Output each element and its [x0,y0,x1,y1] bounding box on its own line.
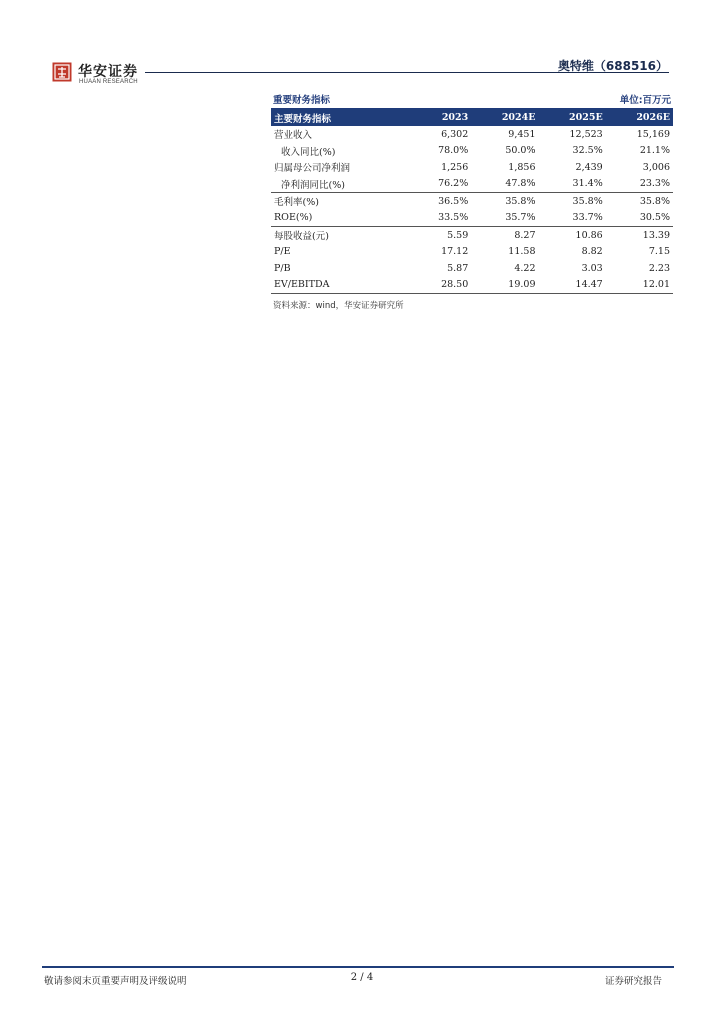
huaan-seal-logo-icon [52,62,72,82]
table-cell: 14.47 [539,277,606,294]
table-cell: 76.2% [410,176,471,193]
table-row [271,244,673,261]
table-cell: 21.1% [639,145,670,157]
financial-indicators-table [271,109,673,294]
table-cell: 23.3% [606,176,673,193]
row-label: 收入同比(%) [281,146,336,158]
row-label: P/E [274,246,291,258]
table-cell: 8.82 [581,246,603,258]
table-caption: 重要财务指标 [273,95,331,106]
table-cell: 50.0% [505,145,536,157]
table-row [271,193,673,210]
row-label: 归属母公司净利润 [274,163,351,175]
table-cell: 28.50 [410,277,471,294]
table-caption-row [271,90,673,106]
table-cell: 35.7% [471,210,538,227]
table-row [271,143,673,160]
financial-indicators-table-block [271,90,673,311]
row-label: P/B [274,262,291,274]
table-cell: 3.03 [581,262,603,274]
table-cell: 35.8% [639,195,670,207]
table-row [271,260,673,277]
column-header: 2025E [569,112,603,123]
table-cell: 7.15 [648,246,670,258]
page-number: 2 / 4 [350,972,374,983]
brand-name-en: HUAAN RESEARCH [79,79,138,85]
column-header: 2026E [636,112,670,123]
table-cell: 12.01 [606,277,673,294]
table-cell: 5.59 [447,229,469,241]
table-cell: 1,256 [441,161,469,173]
table-row [271,176,673,193]
table-cell: 31.4% [539,176,606,193]
table-cell: 36.5% [438,195,469,207]
table-header-row [271,109,673,126]
brand-name-cn: 华安证券 [78,64,138,80]
table-cell: 15,169 [636,128,670,140]
table-row [271,227,673,244]
table-cell: 35.8% [572,195,603,207]
row-label: 毛利率(%) [274,197,319,209]
table-cell: 32.5% [572,145,603,157]
table-cell: 11.58 [508,246,536,258]
table-cell: 35.8% [505,195,536,207]
table-cell: 19.09 [471,277,538,294]
table-cell: 47.8% [471,176,538,193]
table-cell: 33.5% [410,210,471,227]
row-label: EV/EBITDA [271,277,410,294]
table-cell: 12,523 [569,128,603,140]
table-unit: 单位:百万元 [619,95,671,106]
footer-divider [42,966,674,968]
table-cell: 9,451 [508,128,536,140]
table-cell: 17.12 [441,246,469,258]
table-cell: 4.22 [514,262,536,274]
company-title: 奥特维（688516） [557,59,668,73]
table-cell: 78.0% [438,145,469,157]
table-cell: 3,006 [642,161,670,173]
table-cell: 6,302 [441,128,469,140]
table-cell: 30.5% [606,210,673,227]
column-header: 2024E [501,112,536,123]
row-label: 净利润同比(%) [271,176,410,193]
column-header: 2023 [441,112,469,123]
table-cell: 10.86 [575,229,603,241]
row-label: ROE(%) [271,210,410,227]
table-row [271,277,673,294]
column-header: 主要财务指标 [274,113,332,125]
table-cell: 1,856 [508,161,536,173]
table-row [271,159,673,176]
table-cell: 13.39 [642,229,670,241]
table-cell: 8.27 [514,229,536,241]
table-source-note: 资料来源：wind，华安证券研究所 [273,301,404,311]
table-cell: 2.23 [648,262,670,274]
table-cell: 2,439 [575,161,603,173]
footer-report-type: 证券研究报告 [604,976,662,987]
row-label: 营业收入 [274,130,313,142]
table-row [271,126,673,143]
footer-disclaimer: 敬请参阅末页重要声明及评级说明 [44,976,187,987]
row-label: 每股收益(元) [274,231,329,243]
table-cell: 33.7% [539,210,606,227]
table-row [271,210,673,227]
table-cell: 5.87 [447,262,469,274]
